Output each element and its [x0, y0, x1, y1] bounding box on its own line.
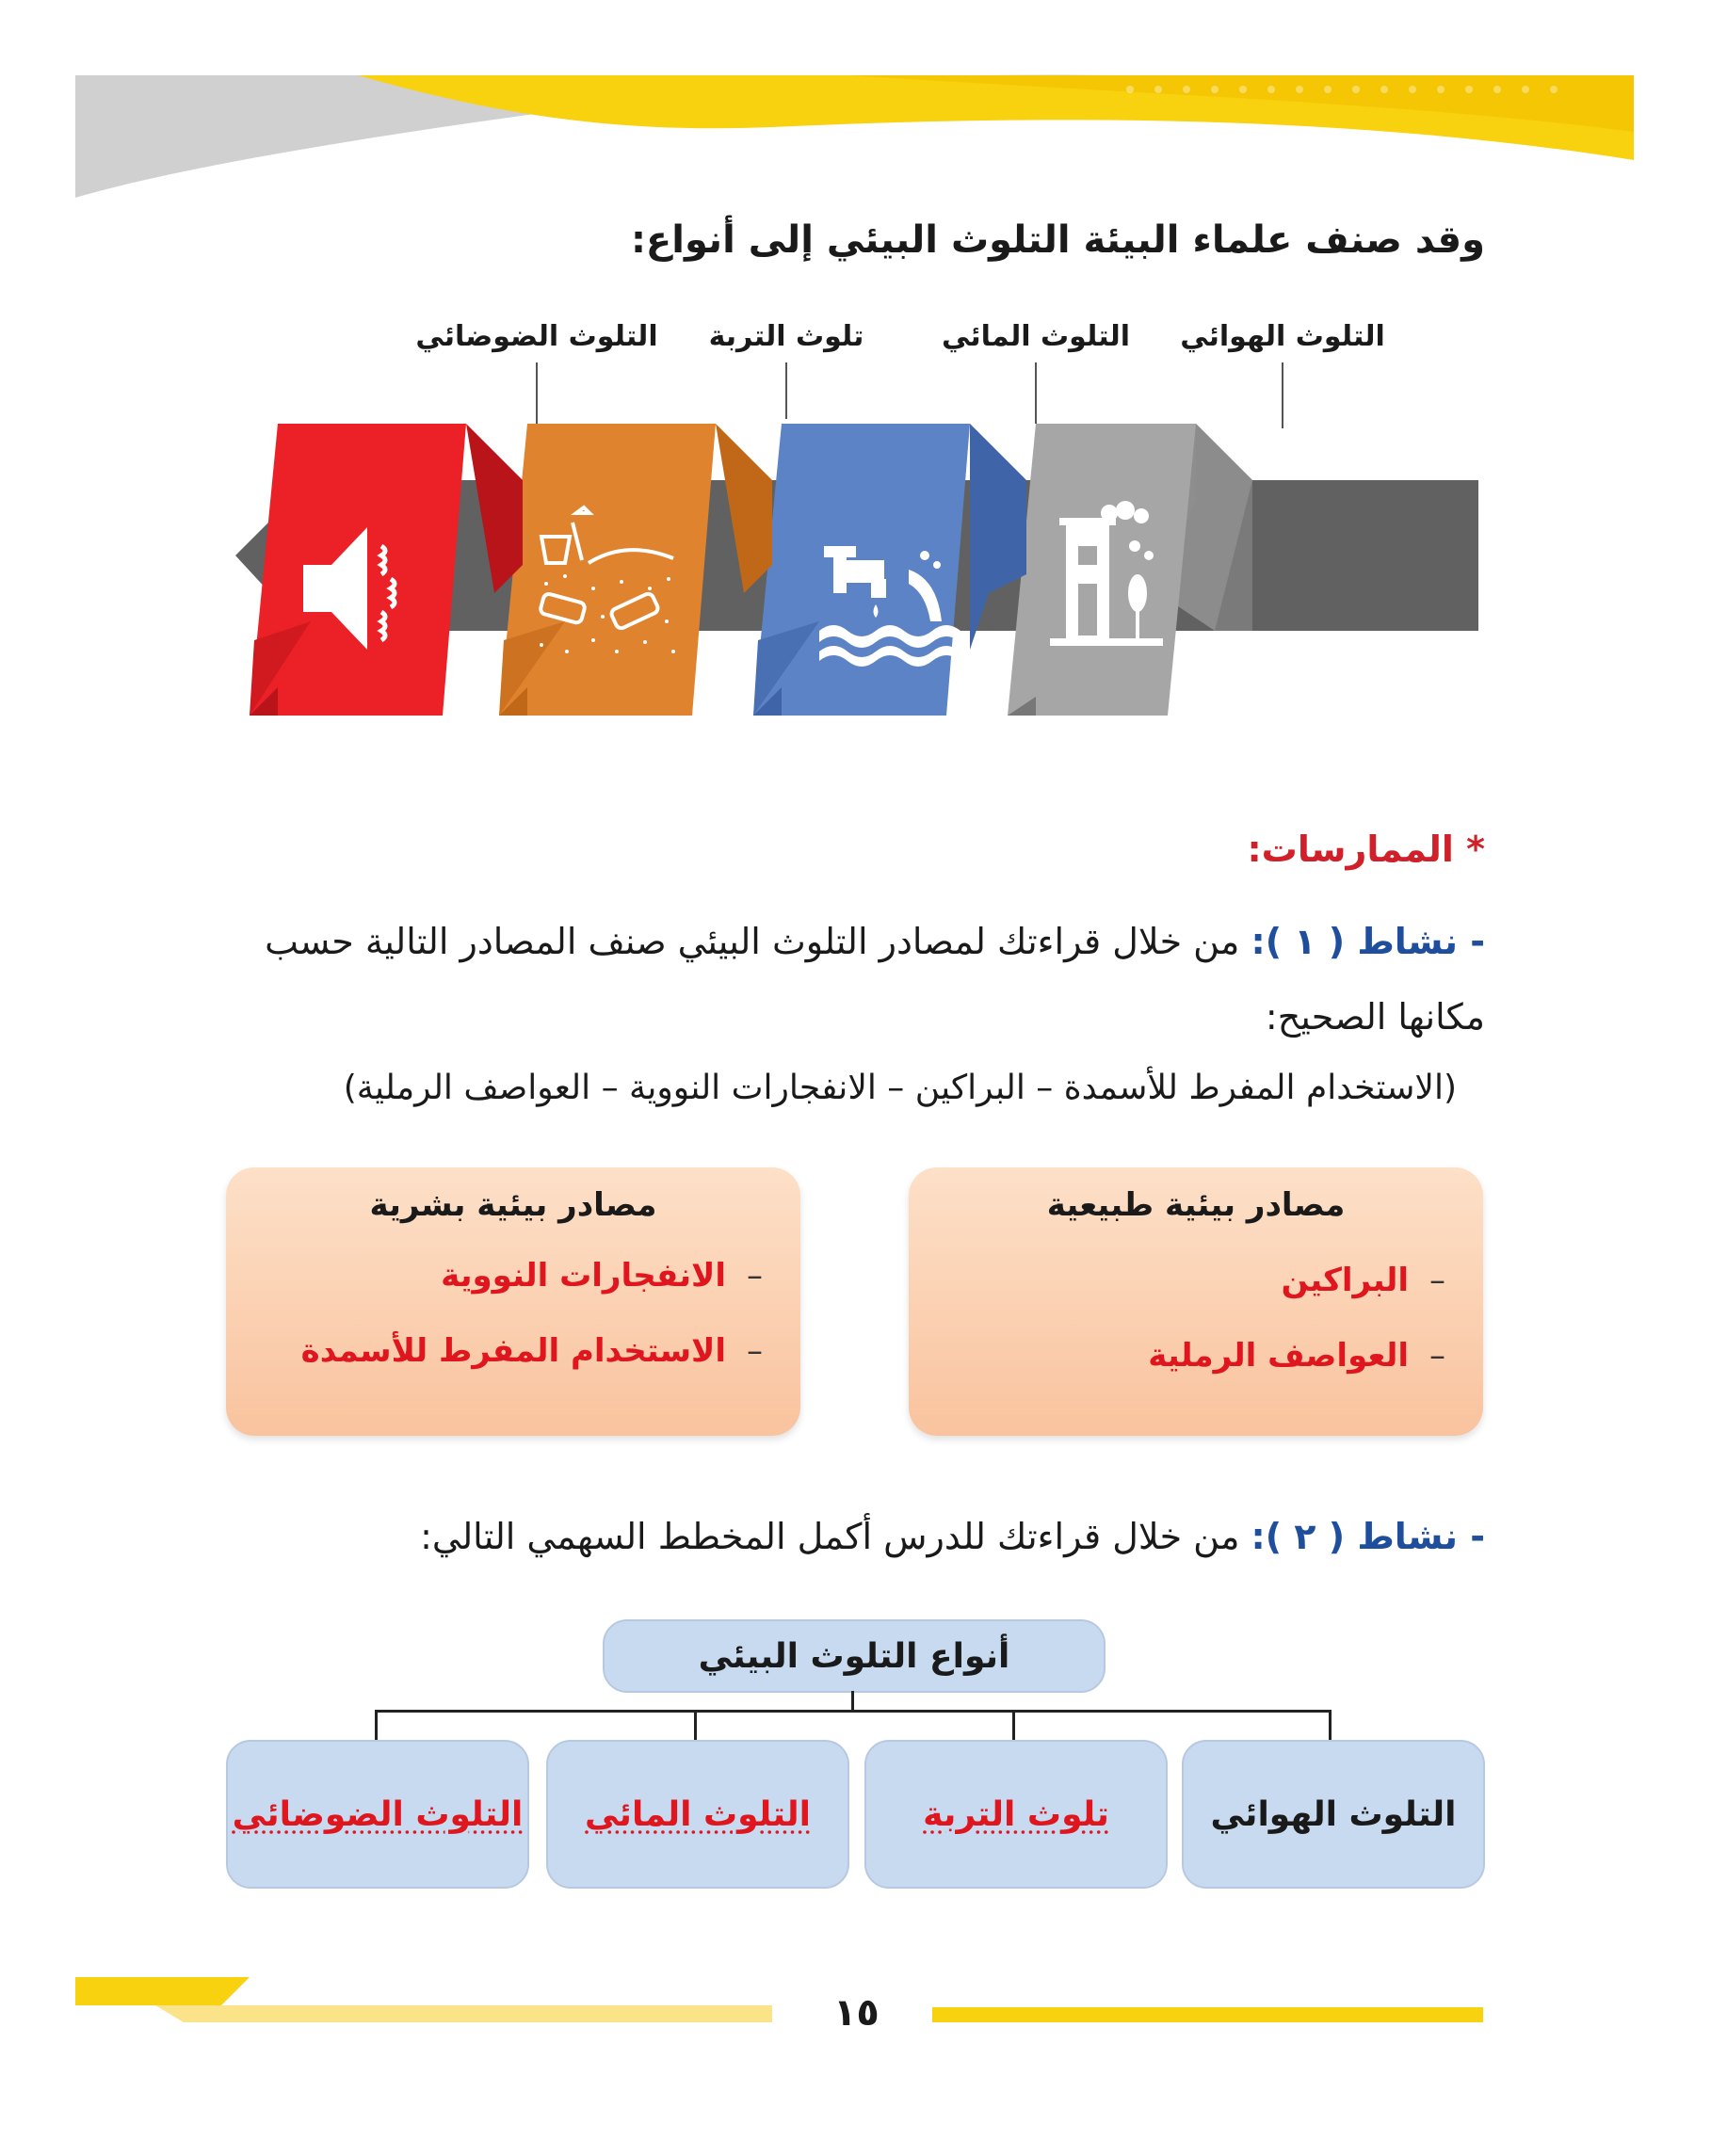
diagram-root: أنواع التلوث البيئي: [603, 1619, 1106, 1693]
human-sources-box: [226, 1167, 800, 1436]
activity1-text: من خلال قراءتك لمصادر التلوث البيئي صنف المصادر التالية حسب مكانها الصحيح:: [265, 921, 1485, 1038]
activity2-label: - نشاط ( ٢ ):: [1251, 1516, 1485, 1557]
activity1-label: - نشاط ( ١ ):: [1251, 921, 1485, 962]
label-noise-pollution: التلوث الضوضائي: [415, 320, 658, 353]
header-banner: [0, 0, 1711, 226]
practices-heading: * الممارسات:: [1247, 829, 1485, 870]
connector: [1329, 1710, 1332, 1740]
human-source-item: –الاستخدام المفرط للأسمدة: [300, 1332, 763, 1370]
connector: [375, 1710, 378, 1740]
natural-source-item: –البراكين: [1281, 1262, 1445, 1299]
activity1-instruction: [226, 904, 1485, 1054]
activity2-text: من خلال قراءتك للدرس أكمل المخطط السهمي التالي:: [420, 1516, 1251, 1557]
label-soil-pollution: تلوث التربة: [708, 320, 864, 353]
diagram-child-soil: تلوث التربة: [864, 1740, 1168, 1889]
natural-sources-box: [909, 1167, 1483, 1436]
connector: [375, 1710, 1332, 1713]
pollution-types-infographic: [217, 405, 1497, 744]
label-water-pollution: التلوث المائي: [942, 320, 1130, 353]
intro-text: وقد صنف علماء البيئة التلوث البيئي إلى أنواع:: [630, 218, 1485, 262]
connector: [694, 1710, 697, 1740]
human-sources-title: مصادر بيئية بشرية: [369, 1186, 657, 1224]
label-air-pollution: التلوث الهوائي: [1180, 320, 1385, 353]
diagram-child-air: التلوث الهوائي: [1182, 1740, 1485, 1889]
water-pollution-ribbon: [753, 424, 1026, 716]
natural-source-item: –العواصف الرملية: [1148, 1337, 1445, 1375]
connector: [1012, 1710, 1015, 1740]
human-source-item: –الانفجارات النووية: [441, 1257, 763, 1295]
activity2-instruction: [420, 1516, 1485, 1557]
air-pollution-ribbon: [1008, 424, 1252, 716]
diagram-child-water: التلوث المائي: [546, 1740, 849, 1889]
activity1-options: (الاستخدام المفرط للأسمدة – البراكين – الانفجارات النووية – العواصف الرملية): [343, 1069, 1457, 1107]
page-number: ١٥: [833, 1991, 880, 2035]
diagram-child-noise: التلوث الضوضائي: [226, 1740, 529, 1889]
connector: [851, 1691, 854, 1712]
natural-sources-title: مصادر بيئية طبيعية: [1046, 1186, 1346, 1224]
